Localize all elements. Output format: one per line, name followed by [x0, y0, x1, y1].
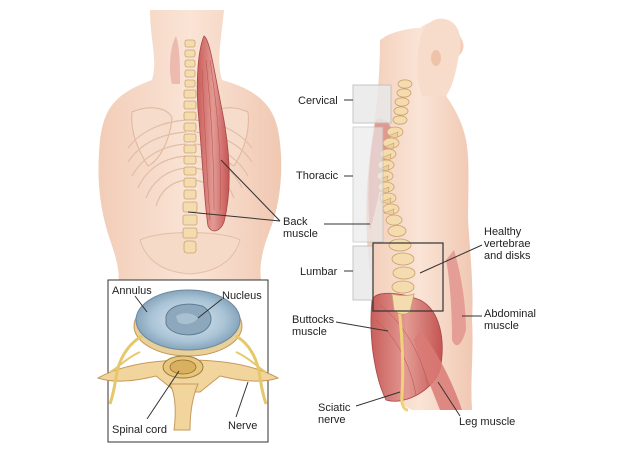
- annulus-label: Annulus: [112, 285, 152, 297]
- sciatic-nerve-label-line-1: Sciatic: [318, 402, 351, 414]
- back-muscle-label: [283, 216, 318, 240]
- spinal-cord-label: Spinal cord: [112, 424, 168, 436]
- back-muscle-label-line-2: muscle: [283, 228, 318, 240]
- abdominal-muscle-label-line-2: muscle: [484, 320, 519, 332]
- thoracic-region-box: [353, 127, 383, 242]
- cervical-label: Cervical: [298, 95, 338, 107]
- healthy-vertebrae-label-line-3: and disks: [484, 250, 531, 262]
- buttocks-muscle-label: [292, 314, 334, 338]
- buttocks-muscle-label-line-2: muscle: [292, 326, 327, 338]
- thoracic-label: Thoracic: [296, 170, 339, 182]
- back-view-figure: [98, 10, 281, 284]
- lumbar-label: Lumbar: [300, 266, 338, 278]
- healthy-vertebrae-label: [484, 226, 530, 262]
- disc-cross-section-inset: [98, 280, 278, 442]
- buttocks-muscle-label-line-1: Buttocks: [292, 314, 335, 326]
- healthy-vertebrae-label-line-2: vertebrae: [484, 238, 531, 250]
- sciatic-nerve-label: [318, 402, 350, 426]
- back-muscle-label-line-1: Back: [283, 216, 308, 228]
- lumbar-region-box: [353, 246, 373, 300]
- abdominal-muscle-label: [484, 308, 536, 332]
- sciatic-nerve-label-line-2: nerve: [318, 414, 346, 426]
- leg-muscle-label: Leg muscle: [459, 416, 516, 428]
- nucleus-label: Nucleus: [222, 290, 262, 302]
- cervical-region-box: [353, 85, 391, 123]
- healthy-vertebrae-label-line-1: Healthy: [484, 226, 522, 238]
- abdominal-muscle-label-line-1: Abdominal: [484, 308, 536, 320]
- nerve-label: Nerve: [228, 420, 258, 432]
